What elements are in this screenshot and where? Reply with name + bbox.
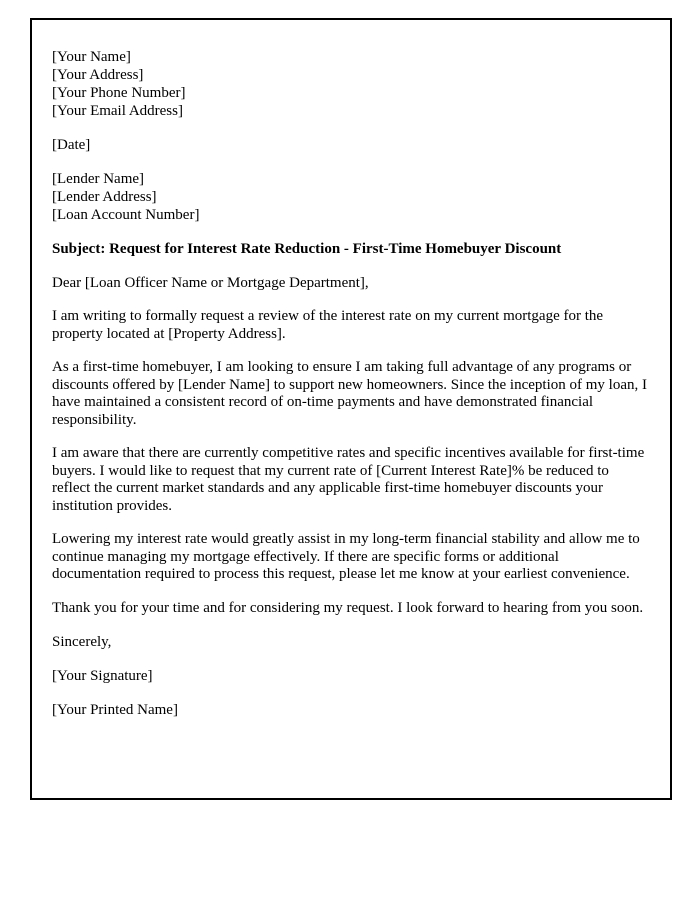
sender-phone: [Your Phone Number] bbox=[52, 85, 186, 101]
sender-address: [Your Address] bbox=[52, 67, 144, 83]
letter-document bbox=[30, 18, 672, 800]
paragraph-intro: I am writing to formally request a review of the interest rate on my current mortgage for the property located at [Property Address]. bbox=[52, 308, 604, 342]
paragraph-first-time-homebuyer: As a first-time homebuyer, I am looking to ensure I am taking full advantage of any programs or discounts offered by [Lender Name] to support new homeowners. Since the inception of my loan, I have maintained a consistent record of on-time payments and have demonstrated financial responsibility. bbox=[52, 359, 647, 428]
subject-line: Subject: Request for Interest Rate Reduction - First-Time Homebuyer Discount bbox=[52, 241, 562, 257]
sender-address-block bbox=[52, 48, 650, 120]
date-line: [Date] bbox=[52, 137, 91, 153]
loan-account-number: [Loan Account Number] bbox=[52, 207, 200, 223]
printed-name-placeholder: [Your Printed Name] bbox=[52, 702, 178, 718]
paragraph-thanks: Thank you for your time and for considering my request. I look forward to hearing from you soon. bbox=[52, 599, 644, 616]
paragraph-benefit: Lowering my interest rate would greatly assist in my long-term financial stability and allow me to continue managing my mortgage effectively. If there are specific forms or additional documentation required to process this request, please let me know at your earliest convenience. bbox=[52, 531, 640, 582]
paragraph-rate-request: I am aware that there are currently competitive rates and specific incentives available for first-time buyers. I would like to request that my current rate of [Current Interest Rate]% be reduced to reflect the current market standards and any applicable first-time homebuyer discounts your institution provides. bbox=[52, 445, 645, 514]
closing: Sincerely, bbox=[52, 634, 112, 650]
sender-email: [Your Email Address] bbox=[52, 103, 183, 119]
lender-address: [Lender Address] bbox=[52, 189, 157, 205]
sender-name: [Your Name] bbox=[52, 49, 131, 65]
lender-name: [Lender Name] bbox=[52, 171, 145, 187]
recipient-address-block bbox=[52, 170, 650, 224]
signature-placeholder: [Your Signature] bbox=[52, 668, 153, 684]
salutation: Dear [Loan Officer Name or Mortgage Department], bbox=[52, 275, 369, 291]
